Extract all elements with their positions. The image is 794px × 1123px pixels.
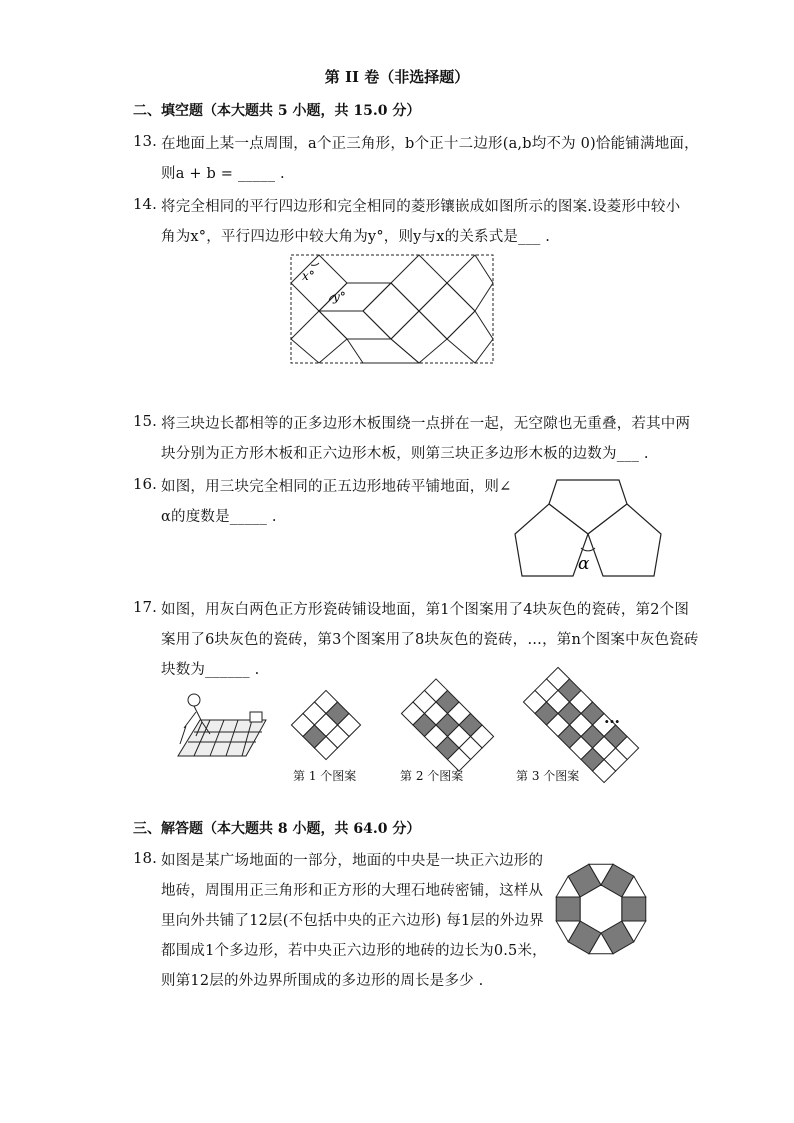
question-14-tessellation-figure [289, 253, 499, 365]
section-heading-fill-blank: 二、填空题（本大题共 5 小题，共 15.0 分） [133, 103, 421, 119]
question-16-number: 16. [133, 475, 157, 493]
question-17-line-3: 块数为______ . [161, 662, 260, 678]
tile-pattern-1 [291, 690, 360, 759]
question-13-line-1: 在地面上某一点周围，a个正三角形，b个正十二边形(a,b均不为 0)恰能铺满地面， [161, 136, 699, 152]
question-17-number: 17. [133, 598, 157, 616]
question-16-line-2: α的度数是_____ . [161, 509, 277, 525]
question-18-line-3: 里向外共铺了12层(不包括中央的正六边形) 每1层的外边界 [161, 913, 544, 929]
question-15-line-1: 将三块边长都相等的正多边形木板围绕一点拼在一起，无空隙也无重叠，若其中两 [161, 416, 691, 432]
question-14-number: 14. [133, 195, 157, 213]
question-18-line-5: 则第12层的外边界所围成的多边形的周长是多少 . [161, 973, 484, 989]
tile-pattern-2 [401, 679, 493, 771]
label-x: x° [302, 269, 315, 283]
question-18-number: 18. [133, 849, 157, 867]
section-heading-answer: 三、解答题（本大题共 8 小题，共 64.0 分） [133, 821, 421, 837]
question-16-line-1: 如图，用三块完全相同的正五边形地砖平铺地面，则∠ [161, 479, 512, 495]
pattern-caption-1: 第 1 个图案 [293, 769, 357, 783]
question-17-worker-illustration [166, 686, 276, 766]
question-17-line-1: 如图，用灰白两色正方形瓷砖铺设地面，第1个图案用了4块灰色的瓷砖，第2个图 [161, 602, 690, 618]
question-18-line-1: 如图是某广场地面的一部分，地面的中央是一块正六边形的 [161, 853, 544, 869]
question-13-number: 13. [133, 132, 157, 150]
question-18-line-2: 地砖，周围用正三角形和正方形的大理石地砖密铺，这样从 [161, 883, 544, 899]
pattern-caption-3: 第 3 个图案 [516, 769, 580, 783]
question-18-hexagon-tiling-figure [538, 846, 664, 972]
question-14-line-1: 将完全相同的平行四边形和完全相同的菱形镶嵌成如图所示的图案.设菱形中较小 [161, 199, 681, 215]
label-alpha: α [578, 554, 590, 574]
pattern-ellipsis: … [604, 708, 620, 727]
label-y: y° [333, 290, 346, 304]
question-14-line-2: 角为x°，平行四边形中较大角为y°，则y与x的关系式是___ . [161, 229, 551, 245]
tile-pattern-3 [523, 667, 638, 782]
page-title: 第 II 卷（非选择题） [324, 68, 470, 86]
square-tile [622, 897, 646, 921]
question-13-line-2: 则a + b = _____ . [161, 166, 285, 182]
question-16-pentagon-figure [513, 468, 663, 580]
square-tile [556, 897, 580, 921]
question-17-line-2: 案用了6块灰色的瓷砖，第3个图案用了8块灰色的瓷砖，…，第n个图案中灰色瓷砖 [161, 632, 699, 648]
question-15-line-2: 块分别为正方形木板和正六边形木板，则第三块正多边形木板的边数为___ . [161, 446, 649, 462]
question-15-number: 15. [133, 412, 157, 430]
question-17-tile-patterns [286, 680, 646, 770]
question-18-line-4: 都围成1个多边形，若中央正六边形的地砖的边长为0.5米， [161, 943, 547, 959]
pattern-caption-2: 第 2 个图案 [400, 769, 464, 783]
